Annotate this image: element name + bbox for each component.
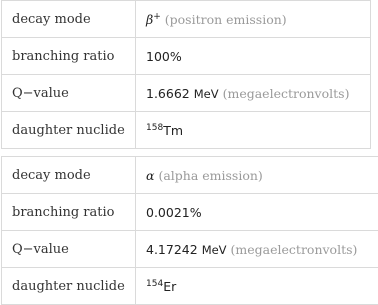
- daughter-element: Tm: [163, 123, 183, 138]
- q-value-unit-note: (megaelectronvolts): [231, 242, 358, 257]
- branching-ratio-value: 100%: [136, 38, 371, 75]
- table-row: [2, 157, 378, 194]
- daughter-nuclide-value: [136, 268, 378, 305]
- branching-ratio-label: branching ratio: [2, 194, 136, 231]
- daughter-element: Er: [163, 279, 176, 294]
- table-row: [2, 75, 371, 112]
- decay-mode-table-positron: [1, 0, 371, 149]
- q-value-number: 1.6662: [146, 86, 190, 101]
- q-value-value: [136, 75, 371, 112]
- decay-mode-note: (positron emission): [165, 12, 287, 27]
- decay-mode-table-alpha: [1, 156, 378, 305]
- table-row: [2, 268, 378, 305]
- q-value-value: [136, 231, 378, 268]
- decay-mode-value: [136, 1, 371, 38]
- decay-mode-label: decay mode: [2, 157, 136, 194]
- decay-mode-note: (alpha emission): [158, 168, 262, 183]
- q-value-unit: MeV: [194, 87, 219, 101]
- daughter-nuclide-label: daughter nuclide: [2, 112, 136, 149]
- q-value-number: 4.17242: [146, 242, 198, 257]
- q-value-label: Q−value: [2, 231, 136, 268]
- table-row: [2, 1, 371, 38]
- table-row: [2, 38, 371, 75]
- branching-ratio-value: 0.0021%: [136, 194, 378, 231]
- daughter-mass-number: 158: [146, 122, 163, 132]
- decay-mode-symbol: α: [146, 168, 154, 183]
- decay-mode-value: [136, 157, 378, 194]
- table-row: [2, 194, 378, 231]
- q-value-unit: MeV: [202, 243, 227, 257]
- table-row: [2, 231, 378, 268]
- branching-ratio-label: branching ratio: [2, 38, 136, 75]
- q-value-unit-note: (megaelectronvolts): [223, 86, 350, 101]
- decay-mode-symbol-superscript: +: [153, 11, 161, 21]
- daughter-nuclide-label: daughter nuclide: [2, 268, 136, 305]
- daughter-nuclide-value: [136, 112, 371, 149]
- q-value-label: Q−value: [2, 75, 136, 112]
- daughter-mass-number: 154: [146, 278, 163, 288]
- decay-mode-label: decay mode: [2, 1, 136, 38]
- decay-mode-symbol: β: [146, 12, 153, 27]
- table-row: [2, 112, 371, 149]
